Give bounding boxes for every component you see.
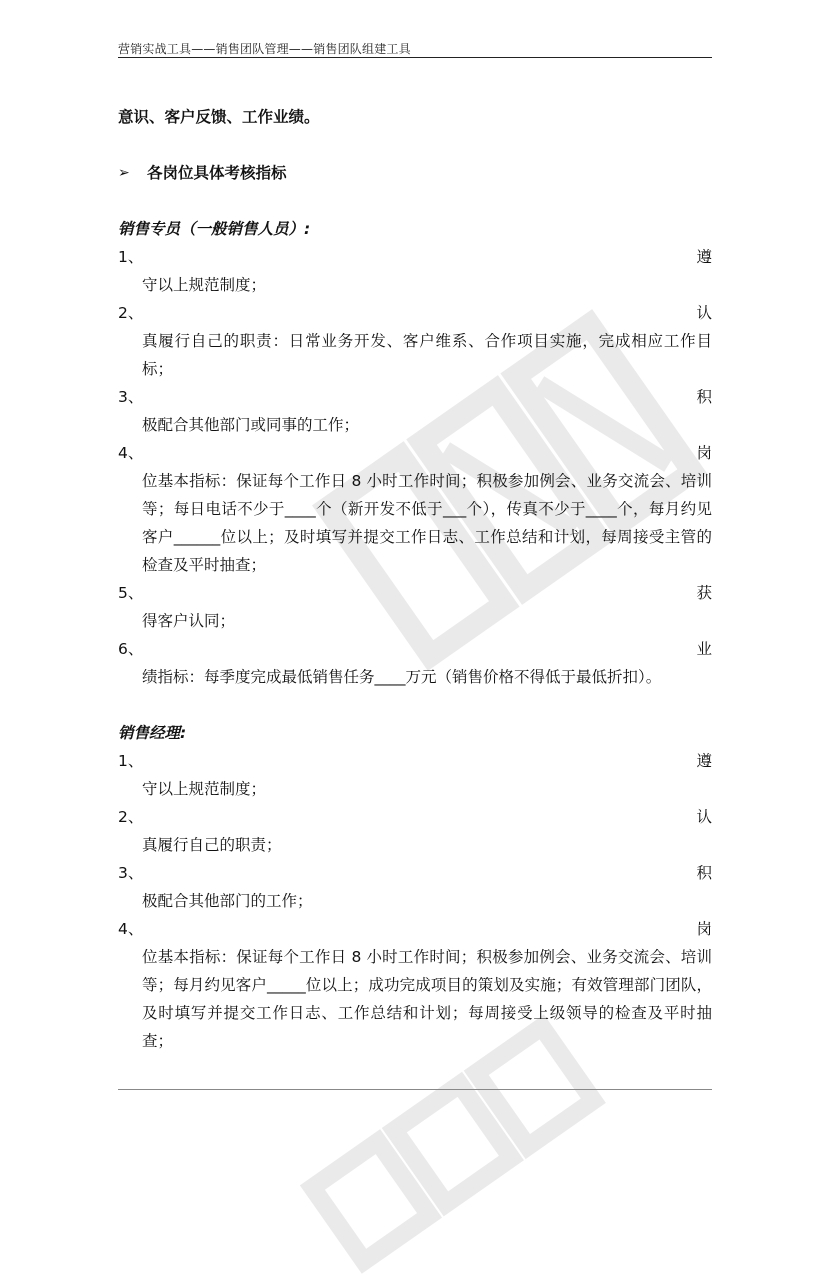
item-first-char: 认 [696, 808, 712, 826]
item-text: 位基本指标：保证每个工作日 8 小时工作时间；积极参加例会、业务交流会、培训等；每月约见客户_____位以上；成功完成项目的策划及实施；有效管理部门团队，及时填写并提交工作日志、工作总结和计划；每周接受上级领导的检查及平时抽查； [142, 948, 712, 1050]
item-text: 绩指标：每季度完成最低销售任务____万元（销售价格不得低于最低折扣）。 [142, 668, 662, 686]
list-item [118, 915, 712, 1055]
list-item [118, 383, 712, 439]
item-text: 守以上规范制度； [142, 780, 267, 798]
item-first-char: 业 [696, 640, 712, 658]
list-item [118, 747, 712, 803]
section-heading [118, 159, 712, 187]
list-item [118, 243, 712, 299]
item-text: 位基本指标：保证每个工作日 8 小时工作时间；积极参加例会、业务交流会、培训等；每日电话不少于____个（新开发不低于___个），传真不少于____个，每月约见客户______位以上；及时填写并提交工作日志、工作总结和计划，每周接受主管的检查及平时抽查； [142, 472, 712, 574]
list-item [118, 439, 712, 579]
item-text: 得客户认同； [142, 612, 236, 630]
item-number: 2、 [118, 304, 144, 322]
list-item [118, 859, 712, 915]
item-first-char: 遵 [696, 248, 712, 266]
list-item [118, 299, 712, 383]
footer-divider [118, 1089, 712, 1090]
list-item [118, 579, 712, 635]
list-item [118, 803, 712, 859]
item-number: 5、 [118, 584, 144, 602]
item-first-char: 认 [696, 304, 712, 322]
item-number: 4、 [118, 920, 144, 938]
header-divider [118, 57, 712, 58]
document-body [118, 103, 712, 1055]
item-number: 2、 [118, 808, 144, 826]
item-number: 1、 [118, 752, 144, 770]
page-header: 营销实战工具——销售团队管理——销售团队组建工具 [118, 42, 411, 56]
item-first-char: 遵 [696, 752, 712, 770]
item-number: 3、 [118, 864, 144, 882]
role-title-sales-specialist: 销售专员（一般销售人员）: [118, 220, 311, 238]
item-first-char: 积 [696, 388, 712, 406]
item-number: 3、 [118, 388, 144, 406]
item-text: 极配合其他部门或同事的工作； [142, 416, 360, 434]
item-first-char: 岗 [696, 444, 712, 462]
item-first-char: 岗 [696, 920, 712, 938]
item-first-char: 积 [696, 864, 712, 882]
intro-line: 意识、客户反馈、工作业绩。 [118, 108, 320, 126]
list-item [118, 635, 712, 691]
item-number: 1、 [118, 248, 144, 266]
item-text: 极配合其他部门的工作； [142, 892, 313, 910]
item-text: 守以上规范制度； [142, 276, 267, 294]
arrow-bullet-icon: ➢ [118, 165, 130, 181]
section-heading-text: 各岗位具体考核指标 [147, 164, 287, 182]
role-title-sales-manager: 销售经理: [118, 724, 187, 742]
item-number: 6、 [118, 640, 144, 658]
item-text: 真履行自己的职责； [142, 836, 282, 854]
item-first-char: 获 [696, 584, 712, 602]
item-number: 4、 [118, 444, 144, 462]
item-text: 真履行自己的职责：日常业务开发、客户维系、合作项目实施，完成相应工作目标； [142, 332, 712, 378]
